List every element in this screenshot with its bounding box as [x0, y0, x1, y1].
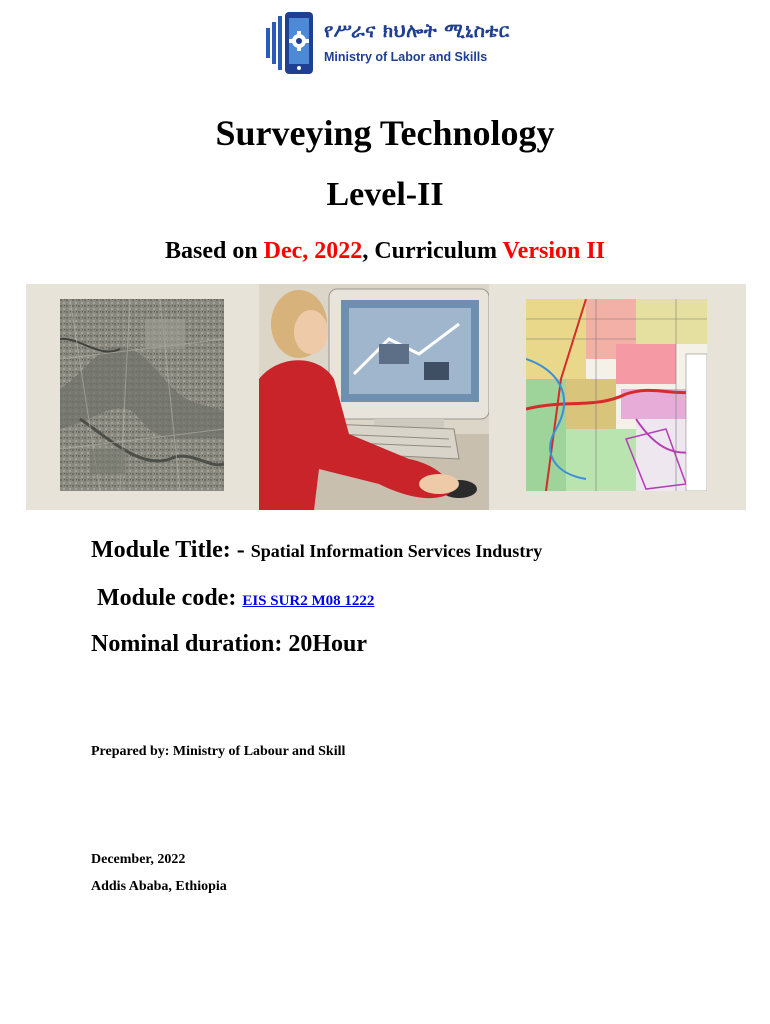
- module-code-link[interactable]: EIS SUR2 M08 1222: [242, 593, 375, 609]
- curriculum-middle: , Curriculum: [362, 238, 503, 264]
- module-title-value: Spatial Information Services Industry: [250, 541, 543, 561]
- aerial-photo-image: [60, 299, 224, 491]
- land-use-map-image: [526, 299, 707, 491]
- module-code-row: [97, 585, 374, 612]
- logo-amharic-text: የሥራና ክህሎት ሚኒስቴር: [324, 20, 510, 42]
- logo-english-text: Ministry of Labor and Skills: [324, 50, 488, 64]
- curriculum-version: Version II: [502, 238, 606, 264]
- module-code-label: Module code:: [97, 585, 243, 611]
- curriculum-line: [0, 238, 770, 265]
- nominal-duration: Nominal duration: 20Hour: [91, 631, 368, 657]
- cover-banner: [26, 284, 746, 510]
- module-title-label: Module Title: -: [91, 537, 251, 563]
- prepared-by: Prepared by: Ministry of Labour and Skill: [91, 744, 346, 759]
- module-title-row: [91, 537, 542, 564]
- based-on-prefix: Based on: [164, 238, 264, 264]
- publication-place: Addis Ababa, Ethiopia: [91, 879, 227, 894]
- ministry-logo-icon: [266, 12, 318, 74]
- document-title: Surveying Technology: [215, 113, 555, 153]
- ministry-logo: [266, 12, 510, 74]
- surveyor-computer-photo-image: [259, 284, 489, 510]
- curriculum-date: Dec, 2022: [263, 238, 363, 264]
- document-level: Level-II: [326, 176, 444, 213]
- publication-date: December, 2022: [91, 852, 186, 867]
